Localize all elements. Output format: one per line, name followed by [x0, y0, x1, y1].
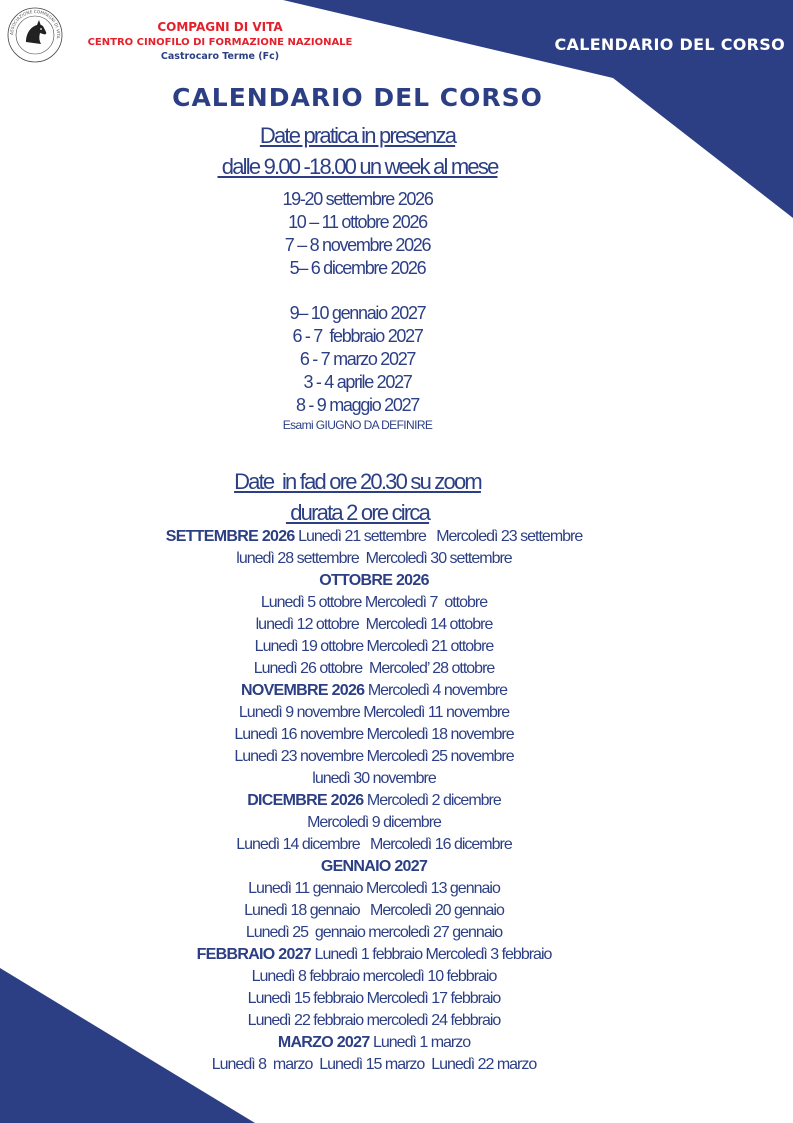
- month-label: GENNAIO 2027: [320, 858, 428, 875]
- lesson-dates: Lunedì 25 gennaio mercoledì 27 gennaio: [245, 924, 503, 941]
- schedule-line: [0, 834, 748, 856]
- schedule-line: [0, 856, 748, 878]
- organization-name: COMPAGNI DI VITA: [157, 20, 283, 34]
- online-schedule: [0, 526, 748, 1076]
- presence-section: [0, 120, 715, 433]
- presence-heading-line2: dalle 9.00 -18.00 un week al mese: [217, 154, 498, 179]
- month-label: NOVEMBRE 2026: [240, 682, 365, 699]
- schedule-line: [0, 592, 748, 614]
- schedule-line: [0, 878, 748, 900]
- lesson-dates: Lunedì 23 novembre Mercoledì 25 novembre: [234, 748, 514, 765]
- month-label: MARZO 2027: [277, 1034, 370, 1051]
- corner-title: CALENDARIO DEL CORSO: [554, 35, 785, 54]
- schedule-line: [0, 570, 748, 592]
- lesson-dates: Lunedì 15 febbraio Mercoledì 17 febbraio: [247, 990, 501, 1007]
- lesson-dates: Lunedì 1 marzo: [369, 1034, 471, 1051]
- lesson-dates: lunedì 28 settembre Mercoledì 30 settembre: [236, 550, 512, 567]
- presence-date: 10 – 11 ottobre 2026: [288, 212, 427, 232]
- schedule-line: [0, 812, 748, 834]
- lesson-dates: Lunedì 8 marzo Lunedì 15 marzo Lunedì 22 marzo: [211, 1056, 537, 1073]
- lesson-dates: Lunedì 21 settembre Mercoledì 23 settembre: [294, 528, 583, 545]
- lesson-dates: Lunedì 8 febbraio mercoledì 10 febbraio: [251, 968, 497, 985]
- lesson-dates: Lunedì 16 novembre Mercoledì 18 novembre: [234, 726, 514, 743]
- lesson-dates: Lunedì 1 febbraio Mercoledì 3 febbraio: [311, 946, 552, 963]
- schedule-line: [0, 966, 748, 988]
- schedule-line: [0, 724, 748, 746]
- schedule-line: [0, 658, 748, 680]
- exam-note: Esami GIUGNO DA DEFINIRE: [282, 418, 433, 432]
- schedule-line: [0, 922, 748, 944]
- lesson-dates: Lunedì 18 gennaio Mercoledì 20 gennaio: [244, 902, 504, 919]
- lesson-dates: Lunedì 26 ottobre Mercoled’ 28 ottobre: [253, 660, 495, 677]
- schedule-line: [0, 680, 748, 702]
- schedule-line: [0, 702, 748, 724]
- lesson-dates: lunedì 30 novembre: [312, 770, 436, 787]
- schedule-line: [0, 1032, 748, 1054]
- online-heading-line2: durata 2 ore circa: [285, 500, 430, 525]
- presence-date: 6 - 7 febbraio 2027: [292, 326, 423, 346]
- presence-date: 7 – 8 novembre 2026: [284, 235, 431, 255]
- presence-date: 3 - 4 aprile 2027: [303, 372, 412, 392]
- schedule-line: [0, 790, 748, 812]
- schedule-line: [0, 1010, 748, 1032]
- seal-text: ASSOCIAZIONE COMPAGNI DI VITA: [8, 8, 62, 39]
- lesson-dates: Lunedì 5 ottobre Mercoledì 7 ottobre: [260, 594, 488, 611]
- schedule-line: [0, 988, 748, 1010]
- lesson-dates: Lunedì 19 ottobre Mercoledì 21 ottobre: [254, 638, 494, 655]
- schedule-line: [0, 900, 748, 922]
- lesson-dates: Lunedì 11 gennaio Mercoledì 13 gennaio: [248, 880, 500, 897]
- schedule-line: [0, 746, 748, 768]
- online-heading: [0, 466, 715, 528]
- organization-subtitle: CENTRO CINOFILO DI FORMAZIONE NAZIONALE: [87, 37, 353, 48]
- presence-date: 19-20 settembre 2026: [282, 189, 433, 209]
- presence-date: 9– 10 gennaio 2027: [289, 303, 426, 323]
- month-label: SETTEMBRE 2026: [165, 528, 295, 545]
- schedule-line: [0, 614, 748, 636]
- lesson-dates: Lunedì 14 dicembre Mercoledì 16 dicembre: [236, 836, 512, 853]
- online-heading-line1: Date in fad ore 20.30 su zoom: [234, 469, 481, 494]
- organization-location: Castrocaro Terme (Fc): [160, 51, 280, 62]
- presence-heading-line1: Date pratica in presenza: [259, 123, 456, 148]
- lesson-dates: lunedì 12 ottobre Mercoledì 14 ottobre: [255, 616, 493, 633]
- schedule-line: [0, 768, 748, 790]
- presence-date: 5– 6 dicembre 2026: [289, 258, 426, 278]
- schedule-line: [0, 526, 748, 548]
- lesson-dates: Mercoledì 4 novembre: [364, 682, 508, 699]
- schedule-line: [0, 636, 748, 658]
- lesson-dates: Lunedì 22 febbraio mercoledì 24 febbraio: [247, 1012, 501, 1029]
- month-label: OTTOBRE 2026: [319, 572, 429, 589]
- page-title: CALENDARIO DEL CORSO: [172, 83, 543, 112]
- schedule-line: [0, 548, 748, 570]
- organization-header: [70, 20, 370, 64]
- schedule-line: [0, 1054, 748, 1076]
- lesson-dates: Mercoledì 9 dicembre: [307, 814, 441, 831]
- presence-date: 8 - 9 maggio 2027: [296, 395, 419, 415]
- month-label: DICEMBRE 2026: [247, 792, 364, 809]
- lesson-dates: Mercoledì 2 dicembre: [363, 792, 501, 809]
- dog-association-seal-icon: [6, 6, 64, 64]
- presence-date: 6 - 7 marzo 2027: [299, 349, 416, 369]
- lesson-dates: Lunedì 9 novembre Mercoledì 11 novembre: [238, 704, 510, 721]
- month-label: FEBBRAIO 2027: [196, 946, 312, 963]
- schedule-line: [0, 944, 748, 966]
